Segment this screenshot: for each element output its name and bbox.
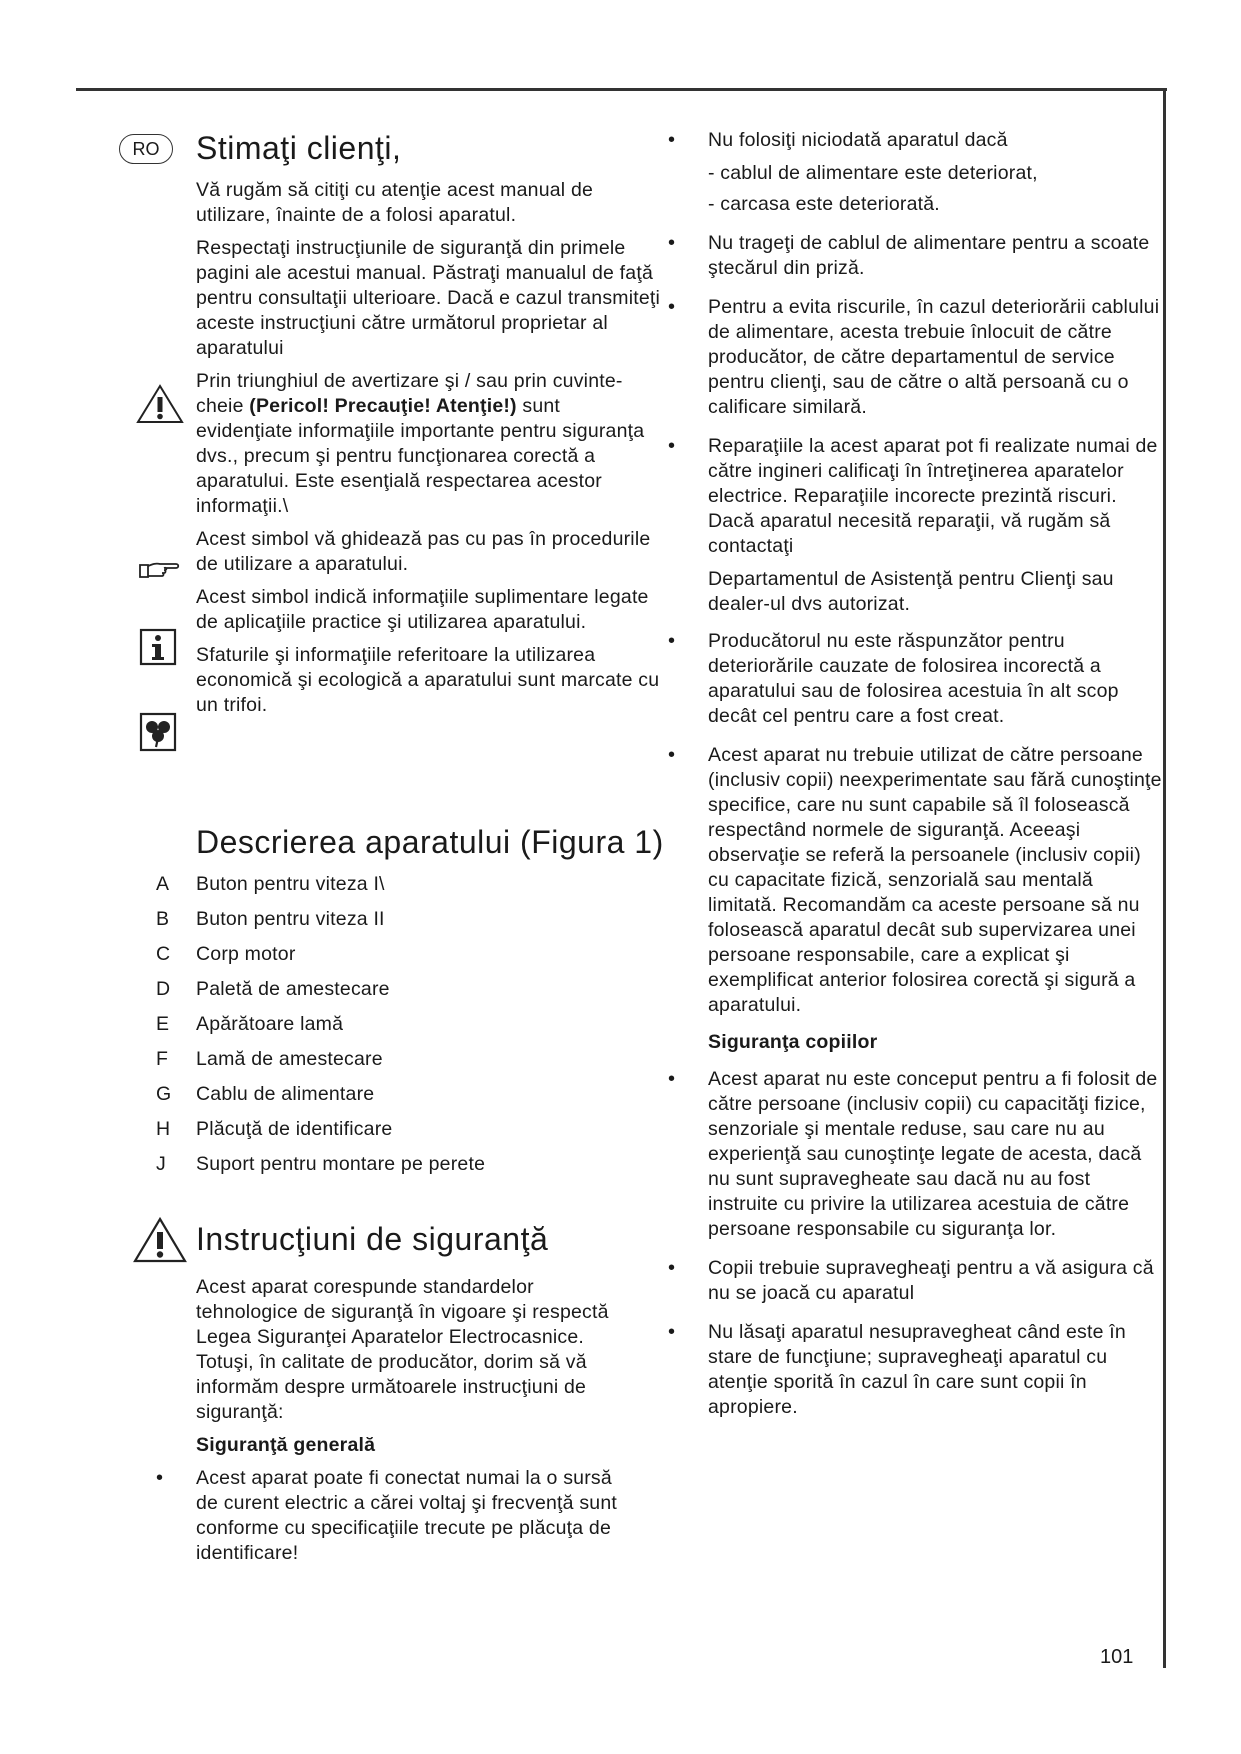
list-item: H Plăcuţă de identificare xyxy=(156,1118,393,1140)
description-title: Descrierea aparatului (Figura 1) xyxy=(196,824,664,860)
bullet-5: • Producătorul nu este răspunzător pentru deteriorările cauzate de folosirea incorectă a aparatului sau de folosirea acestuia în alt scop decât cel pentru care a fost creat. xyxy=(708,629,1163,729)
bullet-7: • Acest aparat nu este conceput pentru a fi folosit de către persoane (inclusiv copii) cu capacităţi fizice, senzoriale şi mentale reduse, sau care nu au experienţă sau cunoştinţe legate de acesta, dacă nu sunt supravegheate sau dacă nu au fost instruite cu privire la utilizarea acestuia de către persoane responsabile cu siguranţa lor. xyxy=(708,1067,1163,1242)
eco-paragraph: Sfaturile şi informaţiile referitoare la utilizarea economică şi ecologică a aparatului sunt marcate cu un trifoi. xyxy=(196,644,660,716)
bullet-1: • Nu folosiţi niciodată aparatul dacă - cablul de alimentare este deteriorat, - carcasa este deteriorată. xyxy=(708,128,1163,217)
safety-title: Instrucţiuni de siguranţă xyxy=(196,1221,549,1257)
intro-paragraph-1: Vă rugăm să citiţi cu atenţie acest manual de utilizare, înainte de a folosi aparatul. xyxy=(196,179,594,226)
safety-warning-icon xyxy=(132,1216,188,1264)
hand-paragraph: Acest simbol vă ghidează pas cu pas în procedurile de utilizare a aparatului. xyxy=(196,528,651,575)
general-safety-heading: Siguranţă generală xyxy=(196,1434,376,1456)
parts-list xyxy=(156,872,666,1187)
description-section xyxy=(156,822,666,1187)
list-item: C Corp motor xyxy=(156,943,296,965)
language-badge: RO xyxy=(119,134,173,164)
intro-paragraph-2: Respectaţi instrucţiunile de siguranţă din primele pagini ale acestui manual. Păstraţi manualul de faţă pentru consultaţii ulterioare. Dacă e cazul transmiteţi aceste instrucţiuni către următorul proprietar al aparatului xyxy=(196,237,661,359)
bullet-8: • Copii trebuie supravegheaţi pentru a vă asigura că nu se joacă cu aparatul xyxy=(708,1256,1163,1306)
list-item: J Suport pentru montare pe perete xyxy=(156,1153,486,1175)
list-item: D Paletă de amestecare xyxy=(156,978,390,1000)
bullet-4: • Reparaţiile la acest aparat pot fi realizate numai de către ingineri calificaţi în întreţinerea aparatelor electrice. Reparaţiile incorecte prezintă riscuri. Dacă aparatul necesită reparaţii, vă rugăm să contactaţi xyxy=(708,434,1163,559)
info-icon xyxy=(139,628,177,666)
bullet-3: • Pentru a evita riscurile, în cazul deteriorării cablului de alimentare, acesta trebuie înlocuit de către producător, de către departamentul de service pentru clienţi, sau de către o altă persoană cu o calificare similară. xyxy=(708,295,1163,420)
pointing-hand-icon xyxy=(138,559,180,581)
list-item: B Buton pentru viteza II xyxy=(156,908,385,930)
safety-paragraph: Acest aparat corespunde standardelor tehnologice de siguranţă în vigoare şi respectă Legea Siguranţei Aparatelor Electrocasnice. Totuşi, în calitate de producător, dorim să vă informăm despre următoarele instrucţiuni de siguranţă: xyxy=(196,1276,609,1423)
list-item: F Lamă de amestecare xyxy=(156,1048,383,1070)
bullet-2: • Nu trageţi de cablul de alimentare pentru a scoate ştecărul din priză. xyxy=(708,231,1163,281)
info-paragraph: Acest simbol indică informaţiile suplimentare legate de aplicaţiile practice şi utilizarea aparatului. xyxy=(196,586,649,633)
list-item: E Apărătoare lamă xyxy=(156,1013,344,1035)
warning-paragraph: Prin triunghiul de avertizare şi / sau prin cuvinte-cheie (Pericol! Precauţie! Atenţie!) sunt evidenţiate informaţiile importante pentru siguranţa dvs., precum şi pentru funcţionarea corectă a aparatului. Este esenţială respectarea acestor informaţii.\ xyxy=(196,370,645,517)
intro-section xyxy=(196,128,661,726)
right-rule xyxy=(1163,88,1166,1668)
bullet-9: • Nu lăsaţi aparatul nesupravegheat când este în stare de funcţiune; supravegheaţi aparatul cu atenţie sporită în cazul în care sunt copii în apropiere. xyxy=(708,1320,1163,1420)
right-column xyxy=(708,128,1163,1428)
general-safety-bullet: • Acest aparat poate fi conectat numai la o sursă de curent electric a cărei voltaj şi frecvenţă sunt conforme cu specificaţiile trecute pe plăcuţa de identificare! xyxy=(196,1466,636,1566)
top-rule xyxy=(76,88,1167,91)
list-item: A Buton pentru viteza I\ xyxy=(156,873,385,895)
list-item: G Cablu de alimentare xyxy=(156,1083,375,1105)
child-safety-heading: Siguranţa copiilor xyxy=(708,1031,878,1053)
warning-triangle-icon xyxy=(136,383,184,425)
clover-icon xyxy=(139,712,177,752)
page-number: 101 xyxy=(1100,1646,1134,1668)
bullet-6: • Acest aparat nu trebuie utilizat de către persoane (inclusiv copii) neexperimentate sau fără cunoştinţe specifice, care nu sunt capabile să îl folosească respectând normele de siguranţă. Aceeaşi observaţie se referă la persoanele (inclusiv copii) cu capacitate fizică, senzorială sau mentală limitată. Recomandăm ca aceste persoane să nu folosească aparatul decât sub supervizarea unei persoane responsabile, care a explicat şi exemplificat anterior folosirea corectă şi sigură a aparatului. xyxy=(708,743,1163,1018)
bullet-4-continued: Departamentul de Asistenţă pentru Clienţi sau dealer-ul dvs autorizat. xyxy=(708,568,1114,615)
page-title: Stimaţi clienţi, xyxy=(196,130,402,166)
safety-section xyxy=(196,1219,636,1574)
